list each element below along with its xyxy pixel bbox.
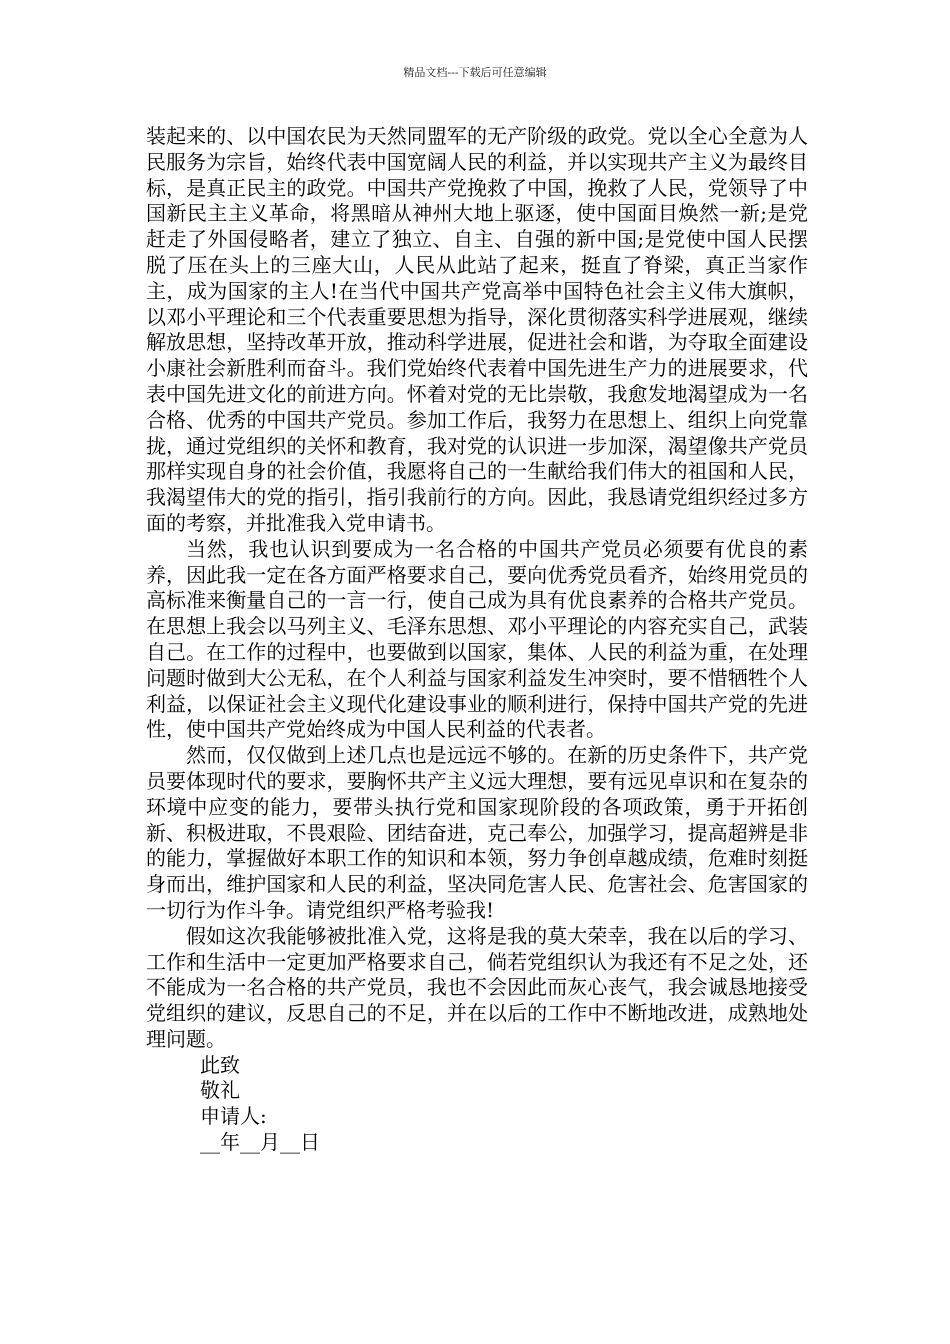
paragraph-2: 当然，我也认识到要成为一名合格的中国共产党员必须要有优良的素养，因此我一定在各方面严格要求自己，要向优秀党员看齐，始终用党员的高标准来衡量自己的一言一行，使自己成为具有优良素养的合格共产党员。在思想上我会以马列主义、毛泽东思想、邓小平理论的内容充实自己，武装自己。在工作的过程中，也要做到以国家，集体、人民的利益为重，在处理问题时做到大公无私，在个人利益与国家利益发生冲突时，要不惜牺牲个人利益，以保证社会主义现代化建设事业的顺利进行，保持中国共产党的先进性，使中国共产党始终成为中国人民利益的代表者。 [146,536,808,742]
date-line: __年__月__日 [200,1130,320,1155]
document-body [146,124,808,1156]
closing-regards: 敬礼 [200,1078,240,1103]
page-header: 精品文档---下载后可任意编辑 [403,66,547,79]
paragraph-1: 装起来的、以中国农民为天然同盟军的无产阶级的政党。党以全心全意为人民服务为宗旨，始终代表中国宽阔人民的利益，并以实现共产主义为最终目标，是真正民主的政党。中国共产党挽救了中国，挽救了人民，党领导了中国新民主主义革命，将黑暗从神州大地上驱逐，使中国面目焕然一新;是党赶走了外国侵略者，建立了独立、自主、自强的新中国;是党使中国人民摆脱了压在头上的三座大山，人民从此站了起来，挺直了脊梁，真正当家作主，成为国家的主人!在当代中国共产党高举中国特色社会主义伟大旗帜，以邓小平理论和三个代表重要思想为指导，深化贯彻落实科学进展观，继续解放思想，坚持改革开放，推动科学进展，促进社会和谐，为夺取全面建设小康社会新胜利而奋斗。我们党始终代表着中国先进生产力的进展要求，代表中国先进文化的前进方向。怀着对党的无比崇敬，我愈发地渴望成为一名合格、优秀的中国共产党员。参加工作后，我努力在思想上、组织上向党靠拢，通过党组织的关怀和教育，我对党的认识进一步加深，渴望像共产党员那样实现自身的社会价值，我愿将自己的一生献给我们伟大的祖国和人民，我渴望伟大的党的指引，指引我前行的方向。因此，我恳请党组织经过多方面的考察，并批准我入党申请书。 [146,124,808,535]
paragraph-4: 假如这次我能够被批准入党，这将是我的莫大荣幸，我在以后的学习、工作和生活中一定更加严格要求自己，倘若党组织认为我还有不足之处，还不能成为一名合格的共产党员，我也不会因此而灰心丧气，我会诚恳地接受党组织的建议，反思自己的不足，并在以后的工作中不断地改进，成熟地处理问题。 [146,923,808,1051]
paragraph-3: 然而，仅仅做到上述几点也是远远不够的。在新的历史条件下，共产党员要体现时代的要求，要胸怀共产主义远大理想，要有远见卓识和在复杂的环境中应变的能力，要带头执行党和国家现阶段的各项政策，勇于开拓创新、积极进取，不畏艰险、团结奋进，克己奉公，加强学习，提高超辨是非的能力，掌握做好本职工作的知识和本领，努力争创卓越成绩，危难时刻挺身而出，维护国家和人民的利益，坚决同危害人民、危害社会、危害国家的一切行为作斗争。请党组织严格考验我! [146,743,808,922]
closing-salutation: 此致 [200,1052,240,1077]
applicant-label: 申请人: [200,1104,267,1129]
